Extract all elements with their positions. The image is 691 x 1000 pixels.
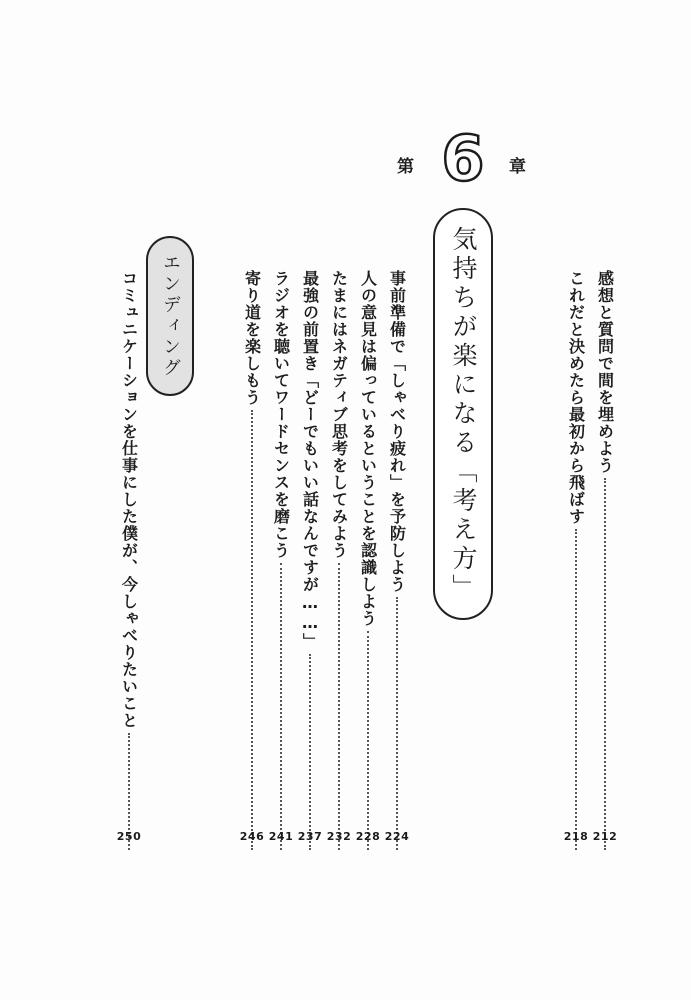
dot-leader: [604, 478, 606, 850]
chapter-title-box: [433, 208, 493, 620]
ending-label-box: [146, 236, 194, 396]
dot-leader: [280, 563, 282, 850]
toc-entry-title: コミュニケーションを仕事にした僕が、今しゃべりたいこと: [119, 270, 139, 729]
page-number: 241: [268, 830, 294, 843]
toc-entry-title: 寄り道を楽しもう: [242, 270, 262, 406]
chapter-number: 6: [441, 122, 485, 195]
page-number: 228: [355, 830, 381, 843]
page-number: 212: [592, 830, 618, 843]
dot-leader: [309, 654, 311, 850]
dot-leader: [338, 563, 340, 850]
toc-entry[interactable]: [116, 270, 142, 850]
toc-entry-title: 事前準備で「しゃべり疲れ」を予防しよう: [387, 270, 407, 593]
page-number: 232: [326, 830, 352, 843]
ending-label: エンディング: [160, 253, 181, 379]
page-number: 218: [563, 830, 589, 843]
toc-entry-title: 人の意見は偏っているということを認識しよう: [358, 270, 378, 627]
toc-entry[interactable]: [592, 270, 618, 850]
dot-leader: [575, 529, 577, 850]
chapter-title: 気持ちが楽になる「考え方」: [449, 225, 478, 603]
dot-leader: [396, 597, 398, 850]
dot-leader: [367, 631, 369, 850]
toc-entry[interactable]: [239, 270, 265, 850]
toc-entry[interactable]: [563, 270, 589, 850]
chapter-prefix: 第: [397, 157, 414, 177]
toc-entry-title: 最強の前置き「どーでもいい話なんですが……」: [300, 270, 320, 650]
page-number: 237: [297, 830, 323, 843]
toc-entry-title: 感想と質問で間を埋めよう: [595, 270, 615, 474]
toc-entry[interactable]: [297, 270, 323, 850]
toc-entry[interactable]: [268, 270, 294, 850]
page-number: 250: [116, 830, 142, 843]
toc-entry[interactable]: [326, 270, 352, 850]
toc-entry[interactable]: [355, 270, 381, 850]
toc-entry-title: たまにはネガティブ思考をしてみよう: [329, 270, 349, 559]
chapter-suffix: 章: [509, 157, 526, 177]
page-number: 246: [239, 830, 265, 843]
page-number: 224: [384, 830, 410, 843]
toc-entry[interactable]: [384, 270, 410, 850]
toc-entry-title: これだと決めたら最初から飛ばす: [566, 270, 586, 525]
dot-leader: [251, 410, 253, 850]
toc-entry-title: ラジオを聴いてワードセンスを磨こう: [271, 270, 291, 559]
